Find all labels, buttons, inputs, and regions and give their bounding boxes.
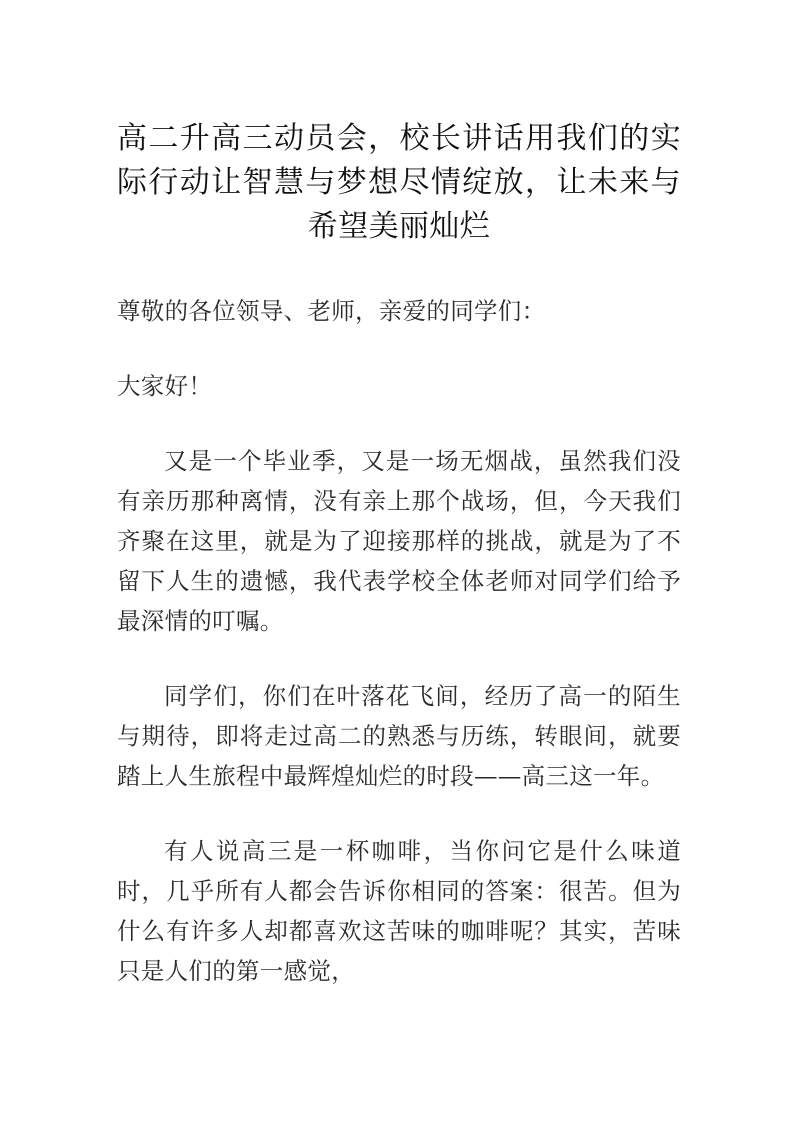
greeting-line: 大家好！ xyxy=(117,372,213,400)
page-content xyxy=(117,0,681,991)
body-paragraph-2: 同学们，你们在叶落花飞间，经历了高一的陌生与期待，即将走过高二的熟悉与历练，转眼间，就要踏上人生旅程中最辉煌灿烂的时段——高三这一年。 xyxy=(117,682,681,790)
document-body xyxy=(117,291,681,991)
body-paragraph-1: 又是一个毕业季，又是一场无烟战，虽然我们没有亲历那种离情，没有亲上那个战场，但，今天我们齐聚在这里，就是为了迎接那样的挑战，就是为了不留下人生的遗憾，我代表学校全体老师对同学们给予最深情的叮嘱。 xyxy=(117,447,681,635)
body-paragraph-3: 有人说高三是一杯咖啡，当你问它是什么味道时，几乎所有人都会告诉你相同的答案：很苦。但为什么有许多人却都喜欢这苦味的咖啡呢？其实，苦味只是人们的第一感觉， xyxy=(117,837,681,985)
salutation-line: 尊敬的各位领导、老师，亲爱的同学们： xyxy=(117,297,546,325)
page-title: 高二升高三动员会，校长讲话用我们的实际行动让智慧与梦想尽情绽放，让未来与希望美丽灿烂 xyxy=(117,121,681,244)
